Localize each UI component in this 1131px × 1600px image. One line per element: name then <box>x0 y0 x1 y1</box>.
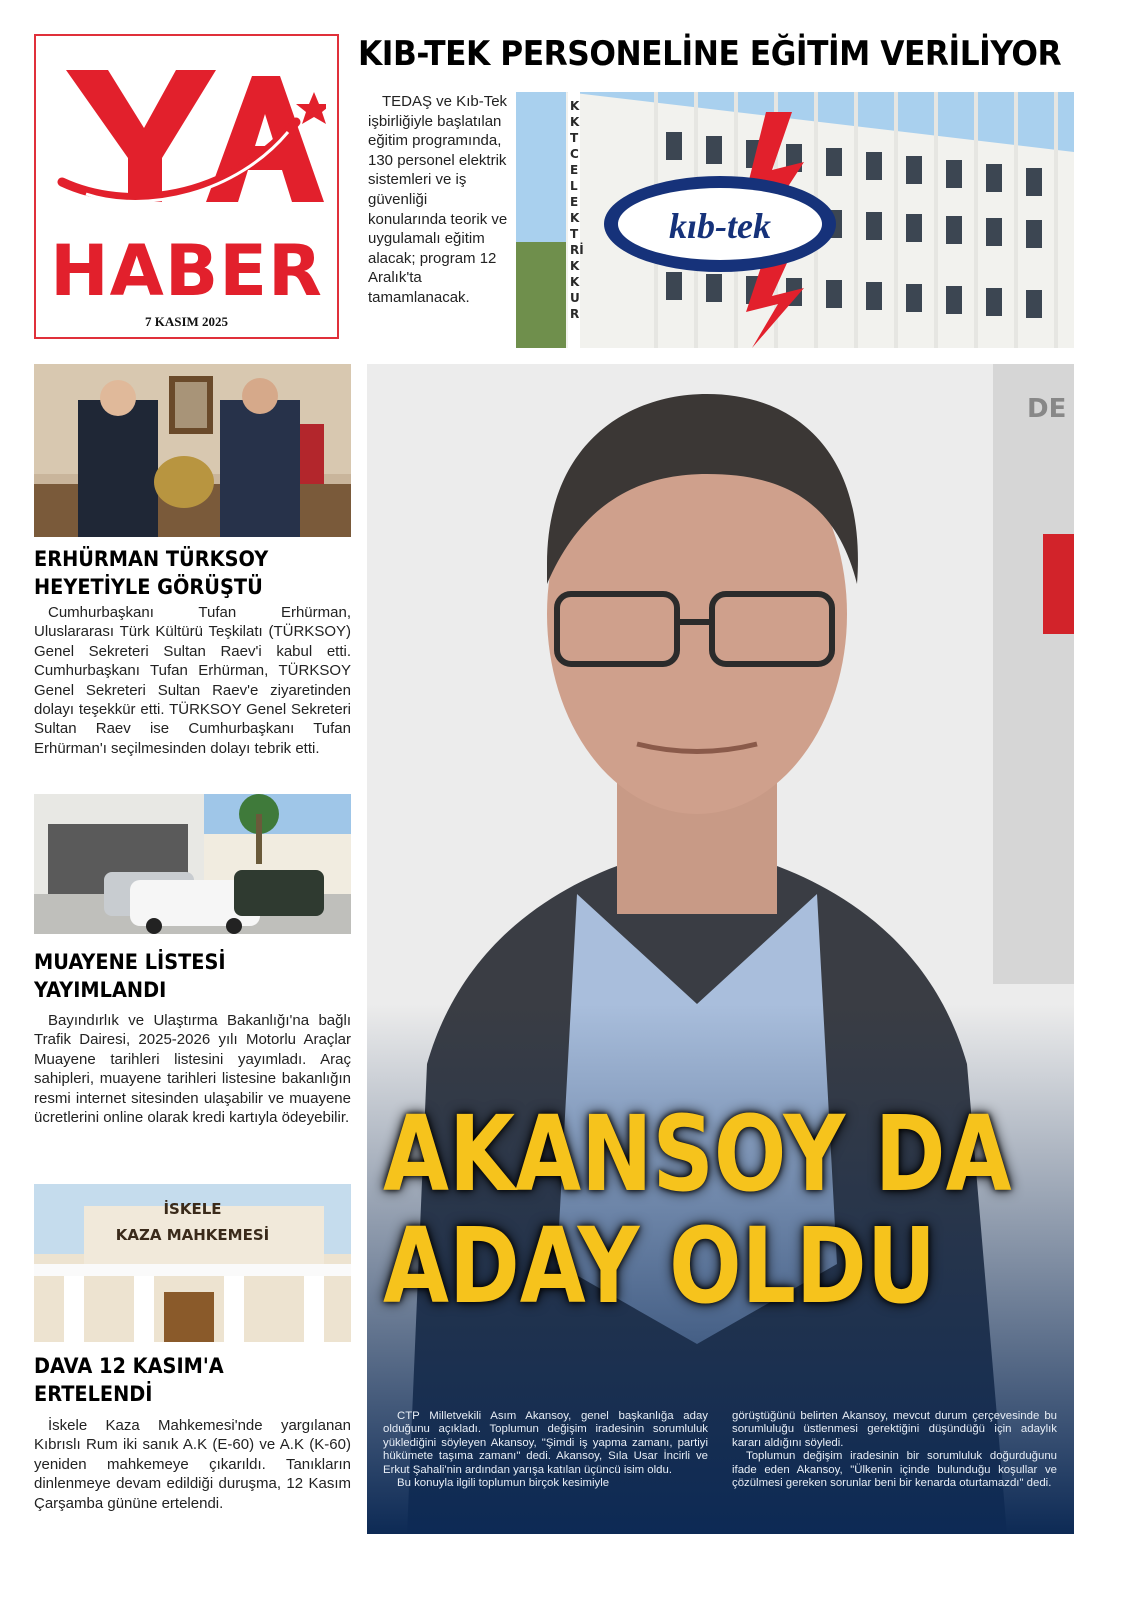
star-icon <box>296 92 326 124</box>
court-sign-line2: KAZA MAHKEMESİ <box>115 1226 270 1244</box>
main-col2-paragraph2: Toplumun değişim iradesinin bir sorumluluk doğurduğunu ifade eden Akansoy, "Ülkenin içinde bulunduğu koşullar ve çözülmesi gereken sorunlar beni bir kenarda oturtamazdı" dedi. <box>732 1450 1057 1490</box>
main-col2-paragraph1: görüştüğünü belirten Akansoy, mevcut durum çerçevesinde bu sorumluluğu üstlenmesi gerektiğini düşündüğü için adaylık kararı aldığını söyledi. <box>732 1410 1057 1449</box>
kibtek-logo-text: kıb-tek <box>669 206 771 246</box>
iskele-court-photo[interactable] <box>34 1184 351 1342</box>
meeting-illustration <box>34 364 351 537</box>
akansoy-portrait-photo[interactable] <box>367 364 1074 1534</box>
side-story-3-body: İskele Kaza Mahkemesi'nde yargılanan Kıbrıslı Rum iki sanık A.K (E-60) ve A.K (K-60) yeniden mahkemeye çıkarıldı. Tanıkların dinlenmeye devam edildiği duruşma, 12 Kasım Çarşamba gününe ertelendi. <box>34 1417 351 1512</box>
top-story-headline[interactable]: KIB-TEK PERSONELİNE EĞİTİM VERİLİYOR <box>358 34 1062 74</box>
erhurman-turksoy-photo[interactable] <box>34 364 351 537</box>
side-story-2-body: Bayındırlık ve Ulaştırma Bakanlığı'na bağlı Trafik Dairesi, 2025-2026 yılı Motorlu Araçlar Muayene tarihleri listesini yayımladı. Araç sahipleri, muayene tarihleri listesine bakanlığın resmi internet sitesinden ulaşabilir ve muayene ücretlerini online olarak kredi kartıyla ödeyebilir. <box>34 1012 351 1127</box>
main-story-column-1 <box>383 1410 708 1490</box>
court-sign-line1: İSKELE <box>163 1200 222 1218</box>
inspection-station-illustration <box>34 794 351 934</box>
side-story-1-body: Cumhurbaşkanı Tufan Erhürman, Uluslararası Türk Kültürü Teşkilatı (TÜRKSOY) Genel Sekreteri Sultan Raev'i kabul etti. Cumhurbaşkanı Tufan Erhürman, TÜRKSOY Genel Sekreteri Sultan Raev'e ziyaretinden dolayı teşekkür etti. TÜRKSOY Genel Sekreteri Sultan Raev ise Cumhurbaşkanı Tufan Erhürman'ı seçilmesinden dolayı tebrik etti. <box>34 604 351 757</box>
main-story-column-2 <box>732 1410 1057 1490</box>
photo-background-sign: DE <box>1027 394 1067 424</box>
side-story-3-title[interactable]: DAVA 12 KASIM'A ERTELENDİ <box>34 1354 224 1406</box>
top-story-text: TEDAŞ ve Kıb-Tek işbirliğiyle başlatılan eğitim programında, 130 personel elektrik sistemleri ve iş güvenliği konularında teorik ve uygulamalı eğitim alacak; program 12 Aralık'ta tamamlanacak. <box>368 93 508 306</box>
main-headline-line1: AKANSOY DA <box>383 1093 1012 1215</box>
vehicle-inspection-photo[interactable] <box>34 794 351 934</box>
issue-date: 7 KASIM 2025 <box>144 314 229 329</box>
ya-logo-mark <box>56 62 326 212</box>
portrait-illustration <box>367 364 1074 1534</box>
main-col1-paragraph2: Bu konuyla ilgili toplumun birçok kesimiyle <box>397 1477 610 1490</box>
top-story-body <box>368 92 508 308</box>
kibtek-building-photo[interactable] <box>516 92 1074 348</box>
main-col1-paragraph1: CTP Milletvekili Asım Akansoy, genel başkanlığa aday olduğunu açıkladı. Toplumun değişim iradesinin sorumluluk yüklediğini söyleyen Akansoy, "Şimdi iş yapma zamanı, partiyi hükümete taşıma zamanı" dedi. Akansoy, Sıla Usar İncirli ve Erkut Şahali'nin ardından yarışa katılan üçüncü isim oldu. <box>383 1410 708 1476</box>
side-story-1-title[interactable]: ERHÜRMAN TÜRKSOY HEYETİYLE GÖRÜŞTÜ <box>34 547 269 599</box>
logo-haber-text: HABER <box>50 230 323 312</box>
masthead-logo[interactable] <box>34 34 339 339</box>
main-headline[interactable] <box>383 1093 1012 1327</box>
side-story-2-title[interactable]: MUAYENE LİSTESİ YAYIMLANDI <box>34 950 226 1002</box>
main-headline-line2: ADAY OLDU <box>383 1205 936 1327</box>
building-sign-text: KKTC ELEKTRİK KUR <box>570 99 584 321</box>
